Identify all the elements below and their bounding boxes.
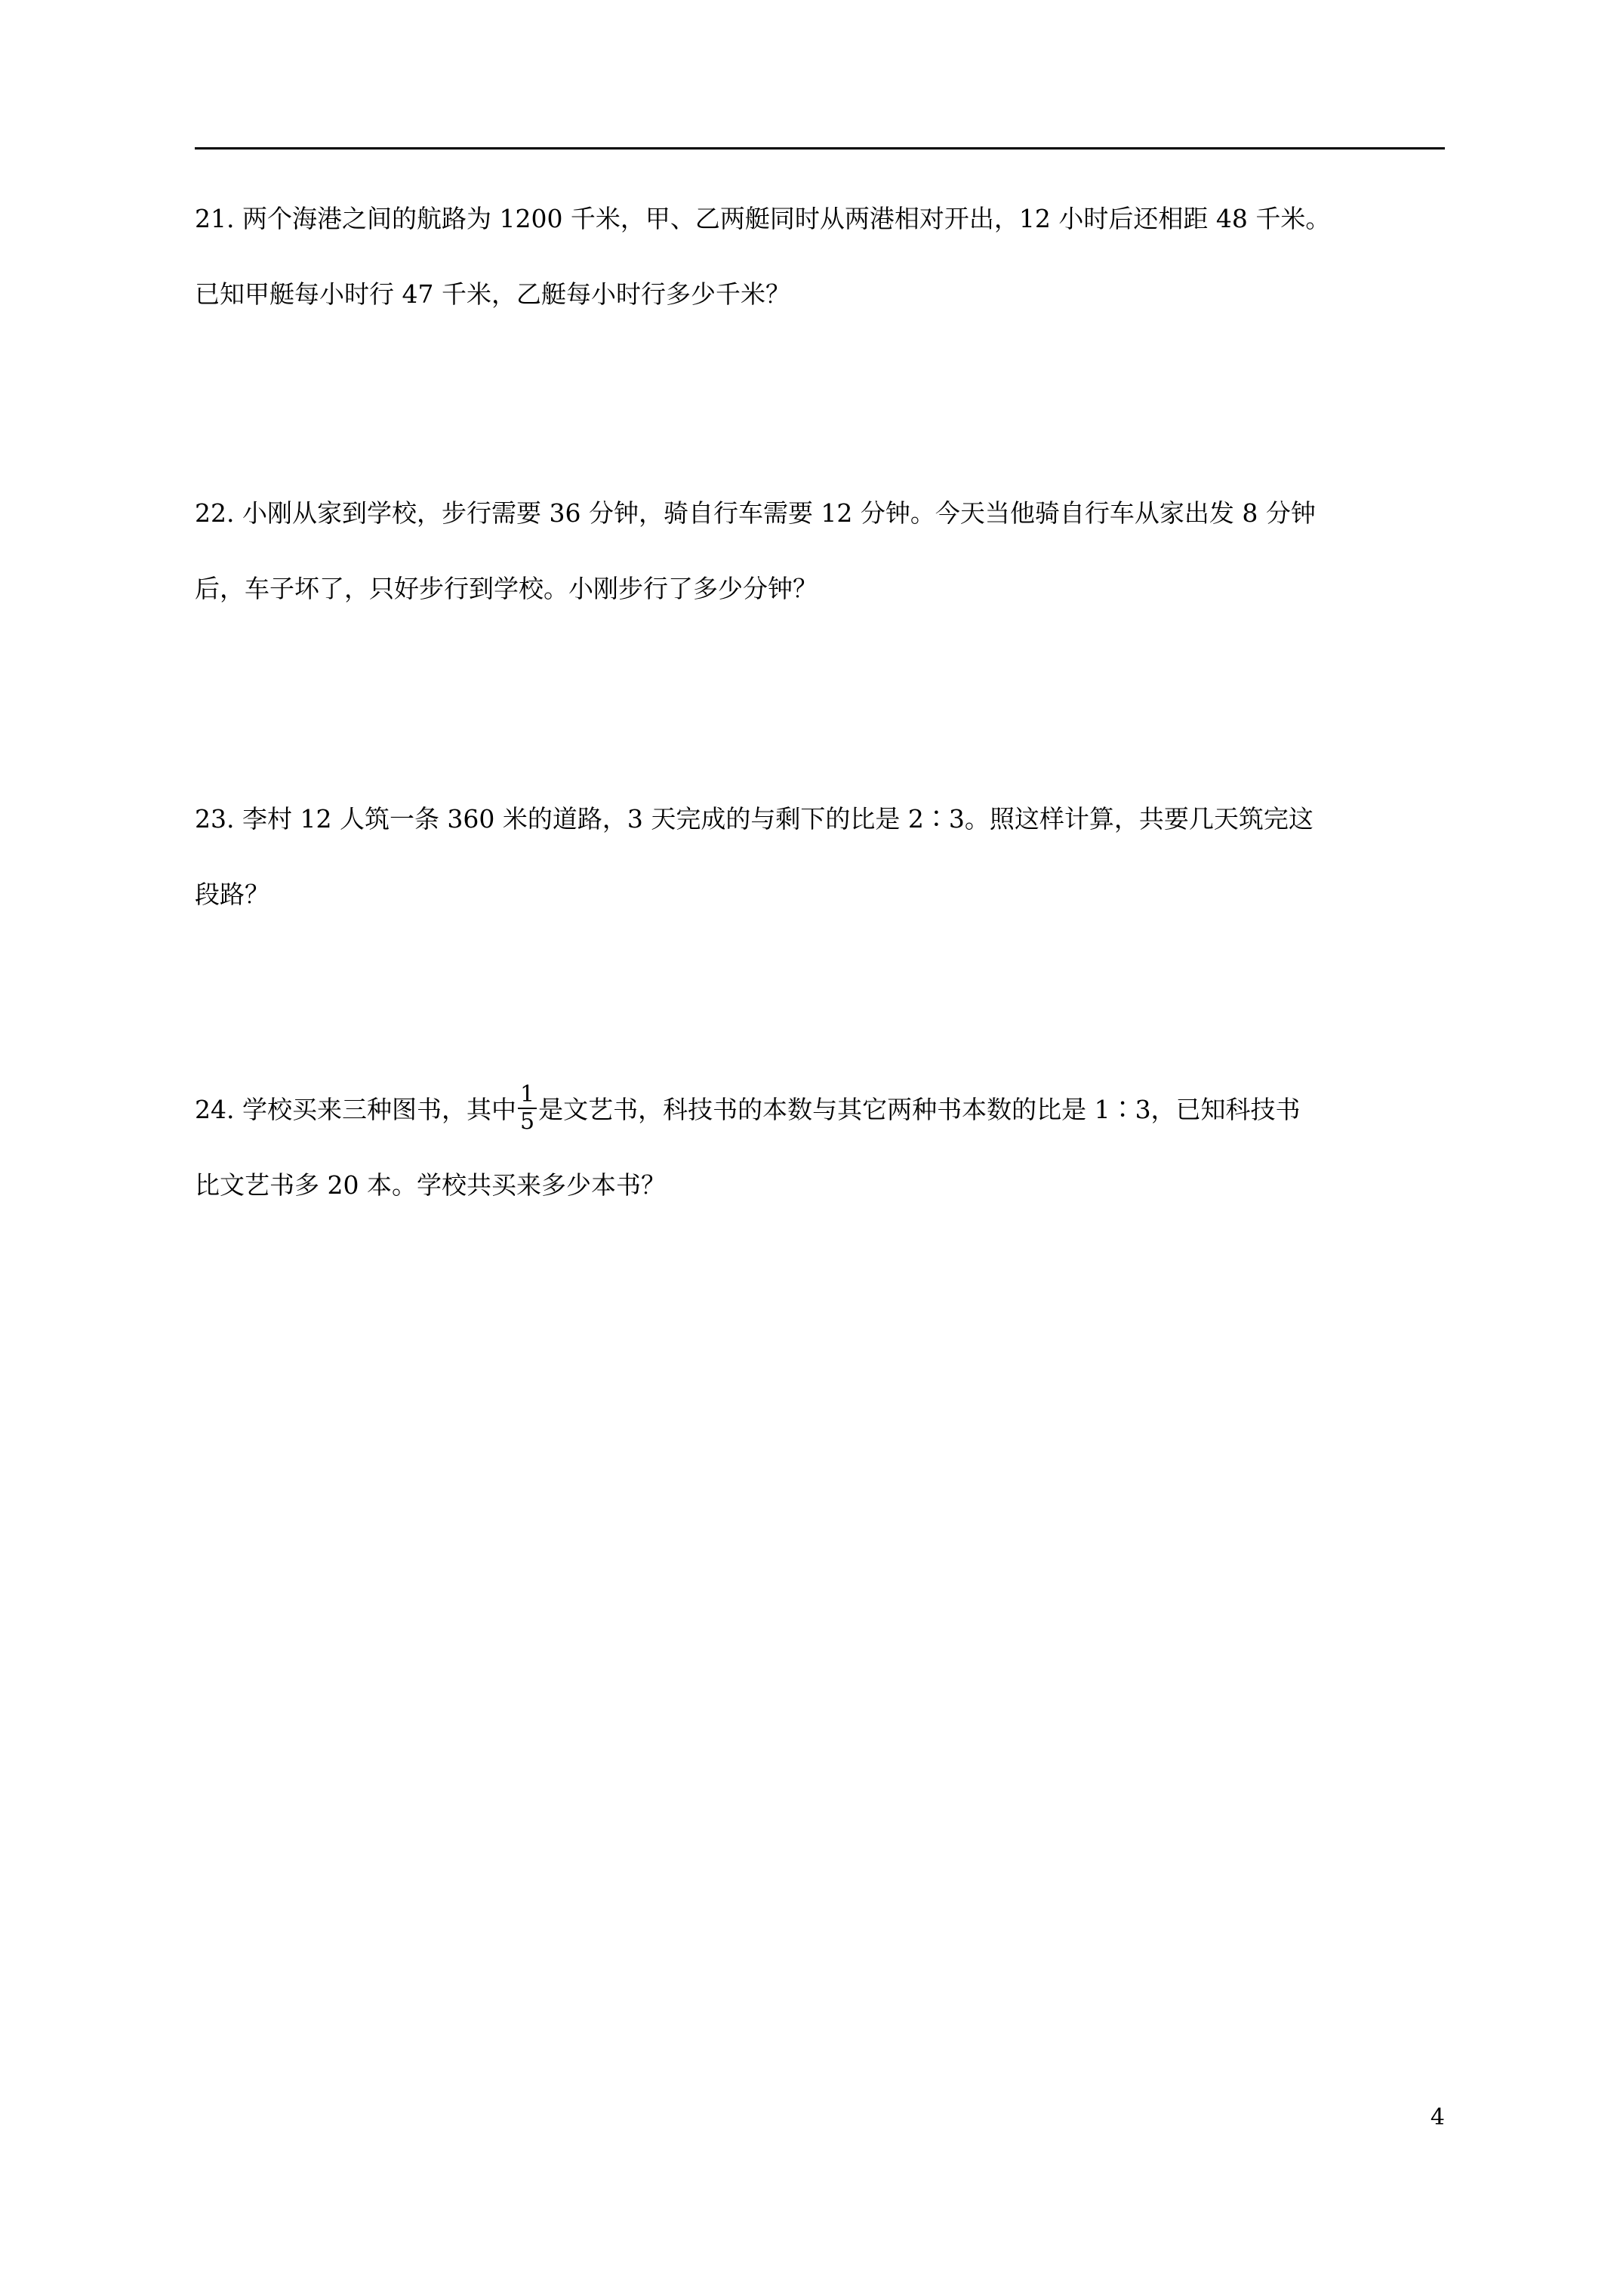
question-23-line-2: 段路？ — [195, 880, 269, 909]
fraction-numerator: 1 — [518, 1082, 537, 1109]
fraction-one-fifth — [518, 1082, 537, 1135]
question-21-line-1: 21. 两个海港之间的航路为 1200 千米，甲、乙两艇同时从两港相对开出，12 小时后还相距 48 千米。 — [195, 204, 1331, 233]
question-22-line-2: 后，车子坏了，只好步行到学校。小刚步行了多少分钟？ — [195, 574, 818, 603]
question-24-line-1-before: 24. 学校买来三种图书，其中 — [195, 1095, 516, 1124]
question-22 — [195, 476, 1445, 627]
question-24 — [195, 1072, 1445, 1223]
fraction-denominator: 5 — [519, 1108, 535, 1135]
question-24-line-1-after: 是文艺书，科技书的本数与其它两种书本数的比是 1∶3，已知科技书 — [538, 1095, 1301, 1124]
question-21 — [195, 181, 1445, 332]
question-24-line-1 — [195, 1072, 1445, 1148]
page-number: 4 — [1430, 2104, 1445, 2131]
question-24-line-2: 比文艺书多 20 本。学校共买来多少本书？ — [195, 1170, 666, 1200]
question-23 — [195, 781, 1445, 932]
question-23-line-1: 23. 李村 12 人筑一条 360 米的道路，3 天完成的与剩下的比是 2∶3。照这样计算，共要几天筑完这 — [195, 804, 1313, 834]
question-22-line-1: 22. 小刚从家到学校，步行需要 36 分钟，骑自行车需要 12 分钟。今天当他骑自行车从家出发 8 分钟 — [195, 498, 1316, 528]
header-rule — [195, 147, 1445, 149]
question-21-line-2: 已知甲艇每小时行 47 千米，乙艇每小时行多少千米？ — [195, 279, 790, 309]
